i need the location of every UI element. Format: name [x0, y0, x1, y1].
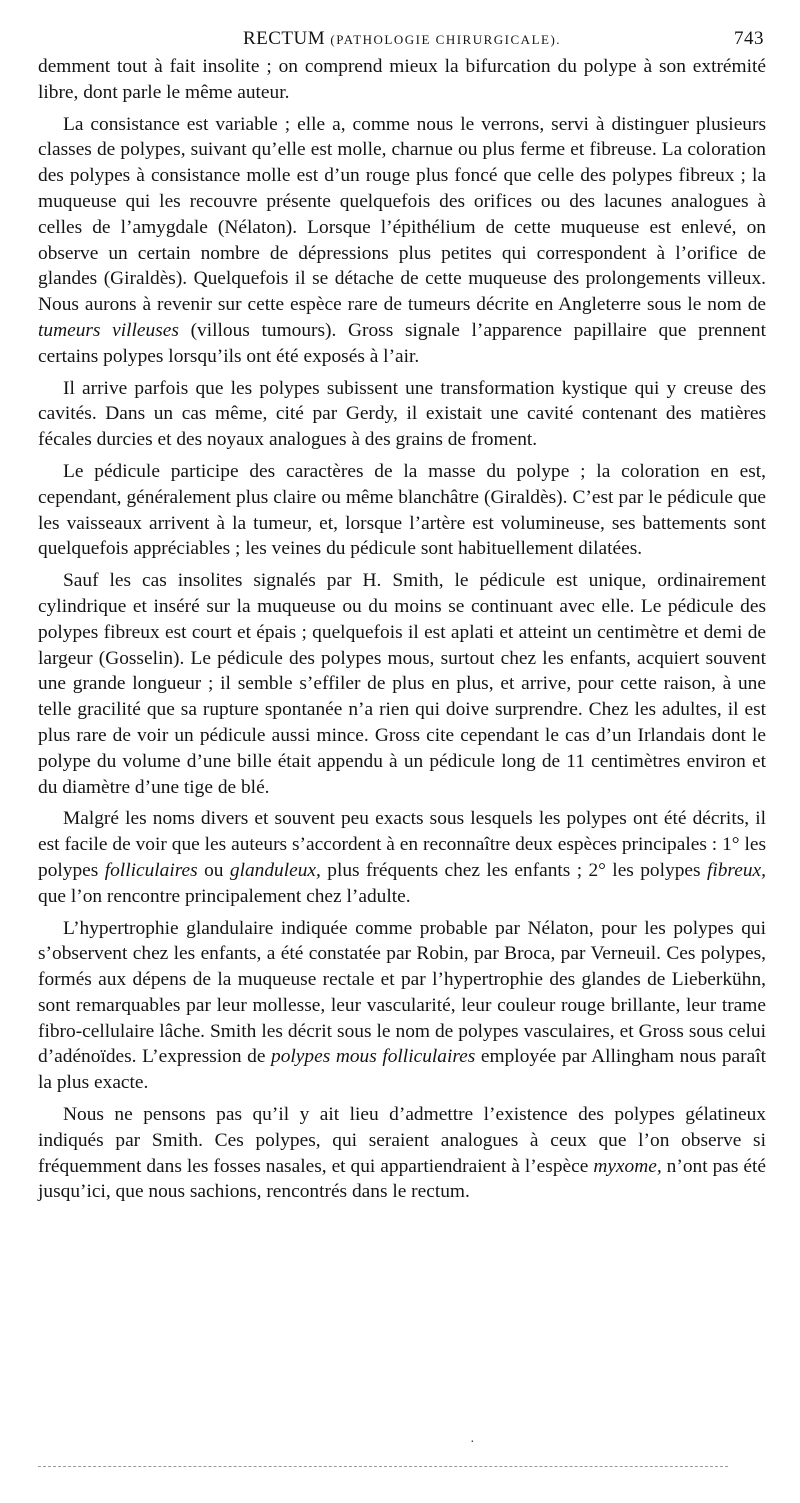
text-run: n’ont pas été jusqu’ici, que nous sachions, rencontrés dans le rectum. [38, 1155, 766, 1203]
running-head-subtitle: (PATHOLOGIE CHIRURGICALE). [330, 32, 562, 47]
text-run: employée par Allingham nous paraît la plus exacte. [38, 1046, 766, 1094]
text-run: que l’on rencontre principalement chez l’adulte. [38, 885, 411, 907]
italic-term: myxome, [593, 1155, 662, 1177]
text-run: La consistance est variable ; elle a, comme nous le verrons, servi à distinguer plusieurs classes de polypes, suivant qu’elle est molle, charnue ou plus ferme et fibreuse. La coloration des polypes à consistance molle est d’un rouge plus foncé que celle des polypes fibreux ; la muqueuse qui les recouvre présente quelquefois des orifices ou des lacunes analogues à celles de l’amygdale (Nélaton). Lorsque l’épithélium de cette muqueuse est enlevé, on observe un certain nombre de dépressions plus petites qui correspondent à l’orifice de glandes (Giraldès). Quelquefois il se détache de cette muqueuse des prolongements villeux. Nous aurons à revenir sur cette espèce rare de tumeurs décrite en Angleterre sous le nom de [38, 113, 766, 316]
text-run: (villous tumours). Gross signale l’apparence papillaire que prennent certains polypes lorsqu’ils ont été exposés à l’air. [38, 319, 766, 367]
running-head-title [38, 28, 766, 50]
running-head-main: RECTUM [242, 28, 326, 49]
paragraph [38, 112, 766, 370]
text-run: Sauf les cas insolites signalés par H. Smith, le pédicule est unique, ordinairement cylindrique et inséré sur la muqueuse ou du moins se continuant avec elle. Le pédicule des polypes fibreux est court et épais ; quelquefois il est aplati et atteint un centimètre et demi de largeur (Gosselin). Le pédicule des polypes mous, surtout chez les enfants, acquiert souvent une grande longueur ; il semble s’effiler de plus en plus, et arrive, pour cette raison, à une telle gracilité que sa rupture spontanée n’a rien qui doive surprendre. Chez les adultes, il est plus rare de voir un pédicule aussi mince. Gross cite cependant le cas d’un Irlandais dont le polype du volume d’une bille était appendu à un pédicule long de 11 centimètres environ et du diamètre d’une tige de blé. [38, 570, 766, 798]
text-run: demment tout à fait insolite ; on comprend mieux la bifurcation du polype à son extrémité libre, dont parle le même auteur. [38, 56, 766, 103]
italic-term: glanduleux, [229, 859, 321, 881]
text-run: plus fréquents chez les enfants ; 2° les polypes [320, 859, 707, 881]
text-run: Nous ne pensons pas qu’il y ait lieu d’admettre l’existence des polypes gélatineux indiqués par Smith. Ces polypes, qui seraient analogues à ceux que l’on observe si fréquemment dans les fosses nasales, et qui appartiendraient à l’espèce [38, 1104, 766, 1177]
body-text [38, 54, 766, 1205]
paragraph [38, 54, 766, 106]
document-page [38, 22, 766, 1209]
text-run: ou [197, 859, 230, 881]
paragraph [38, 376, 766, 453]
paragraph [38, 568, 766, 800]
text-run: Il arrive parfois que les polypes subissent une transformation kystique qui y creuse des cavités. Dans un cas même, cité par Gerdy, il existait une cavité contenant des matières fécales durcies et des noyaux analogues à des grains de froment. [38, 377, 766, 451]
text-run: Malgré les noms divers et souvent peu exacts sous lesquels les polypes ont été décrits, il est facile de voir que les auteurs s’accordent à en reconnaître deux espèces principales : 1° les polypes [38, 808, 766, 881]
running-head [38, 22, 766, 54]
paragraph [38, 459, 766, 562]
italic-term: tumeurs villeuses [38, 319, 179, 341]
paragraph [38, 1102, 766, 1205]
text-run: Le pédicule participe des caractères de la masse du polype ; la coloration en est, cependant, généralement plus claire ou même blanchâtre (Giraldès). C’est par le pédicule que les vaisseaux arrivent à la tumeur, et, lorsque l’artère est volumineuse, ses battements sont quelquefois appréciables ; les veines du pédicule sont habituellement dilatées. [38, 460, 766, 560]
italic-term: folliculaires [104, 859, 198, 881]
italic-term: polypes mous folliculaires [271, 1046, 476, 1068]
print-speck: · [470, 1435, 475, 1450]
paragraph [38, 916, 766, 1097]
italic-term: fibreux, [706, 859, 766, 881]
footer-rule [38, 1466, 728, 1467]
paragraph [38, 806, 766, 909]
page-number: 743 [734, 28, 764, 49]
text-run: L’hypertrophie glandulaire indiquée comme probable par Nélaton, pour les polypes qui s’observent chez les enfants, a été constatée par Robin, par Broca, par Verneuil. Ces polypes, formés aux dépens de la muqueuse rectale et par l’hypertrophie des glandes de Lieberkühn, sont remarquables par leur mollesse, leur vascularité, leur couleur rouge brillante, leur trame fibro-cellulaire lâche. Smith les décrit sous le nom de polypes vasculaires, et Gross sous celui d’adénoïdes. L’expression de [38, 917, 766, 1068]
